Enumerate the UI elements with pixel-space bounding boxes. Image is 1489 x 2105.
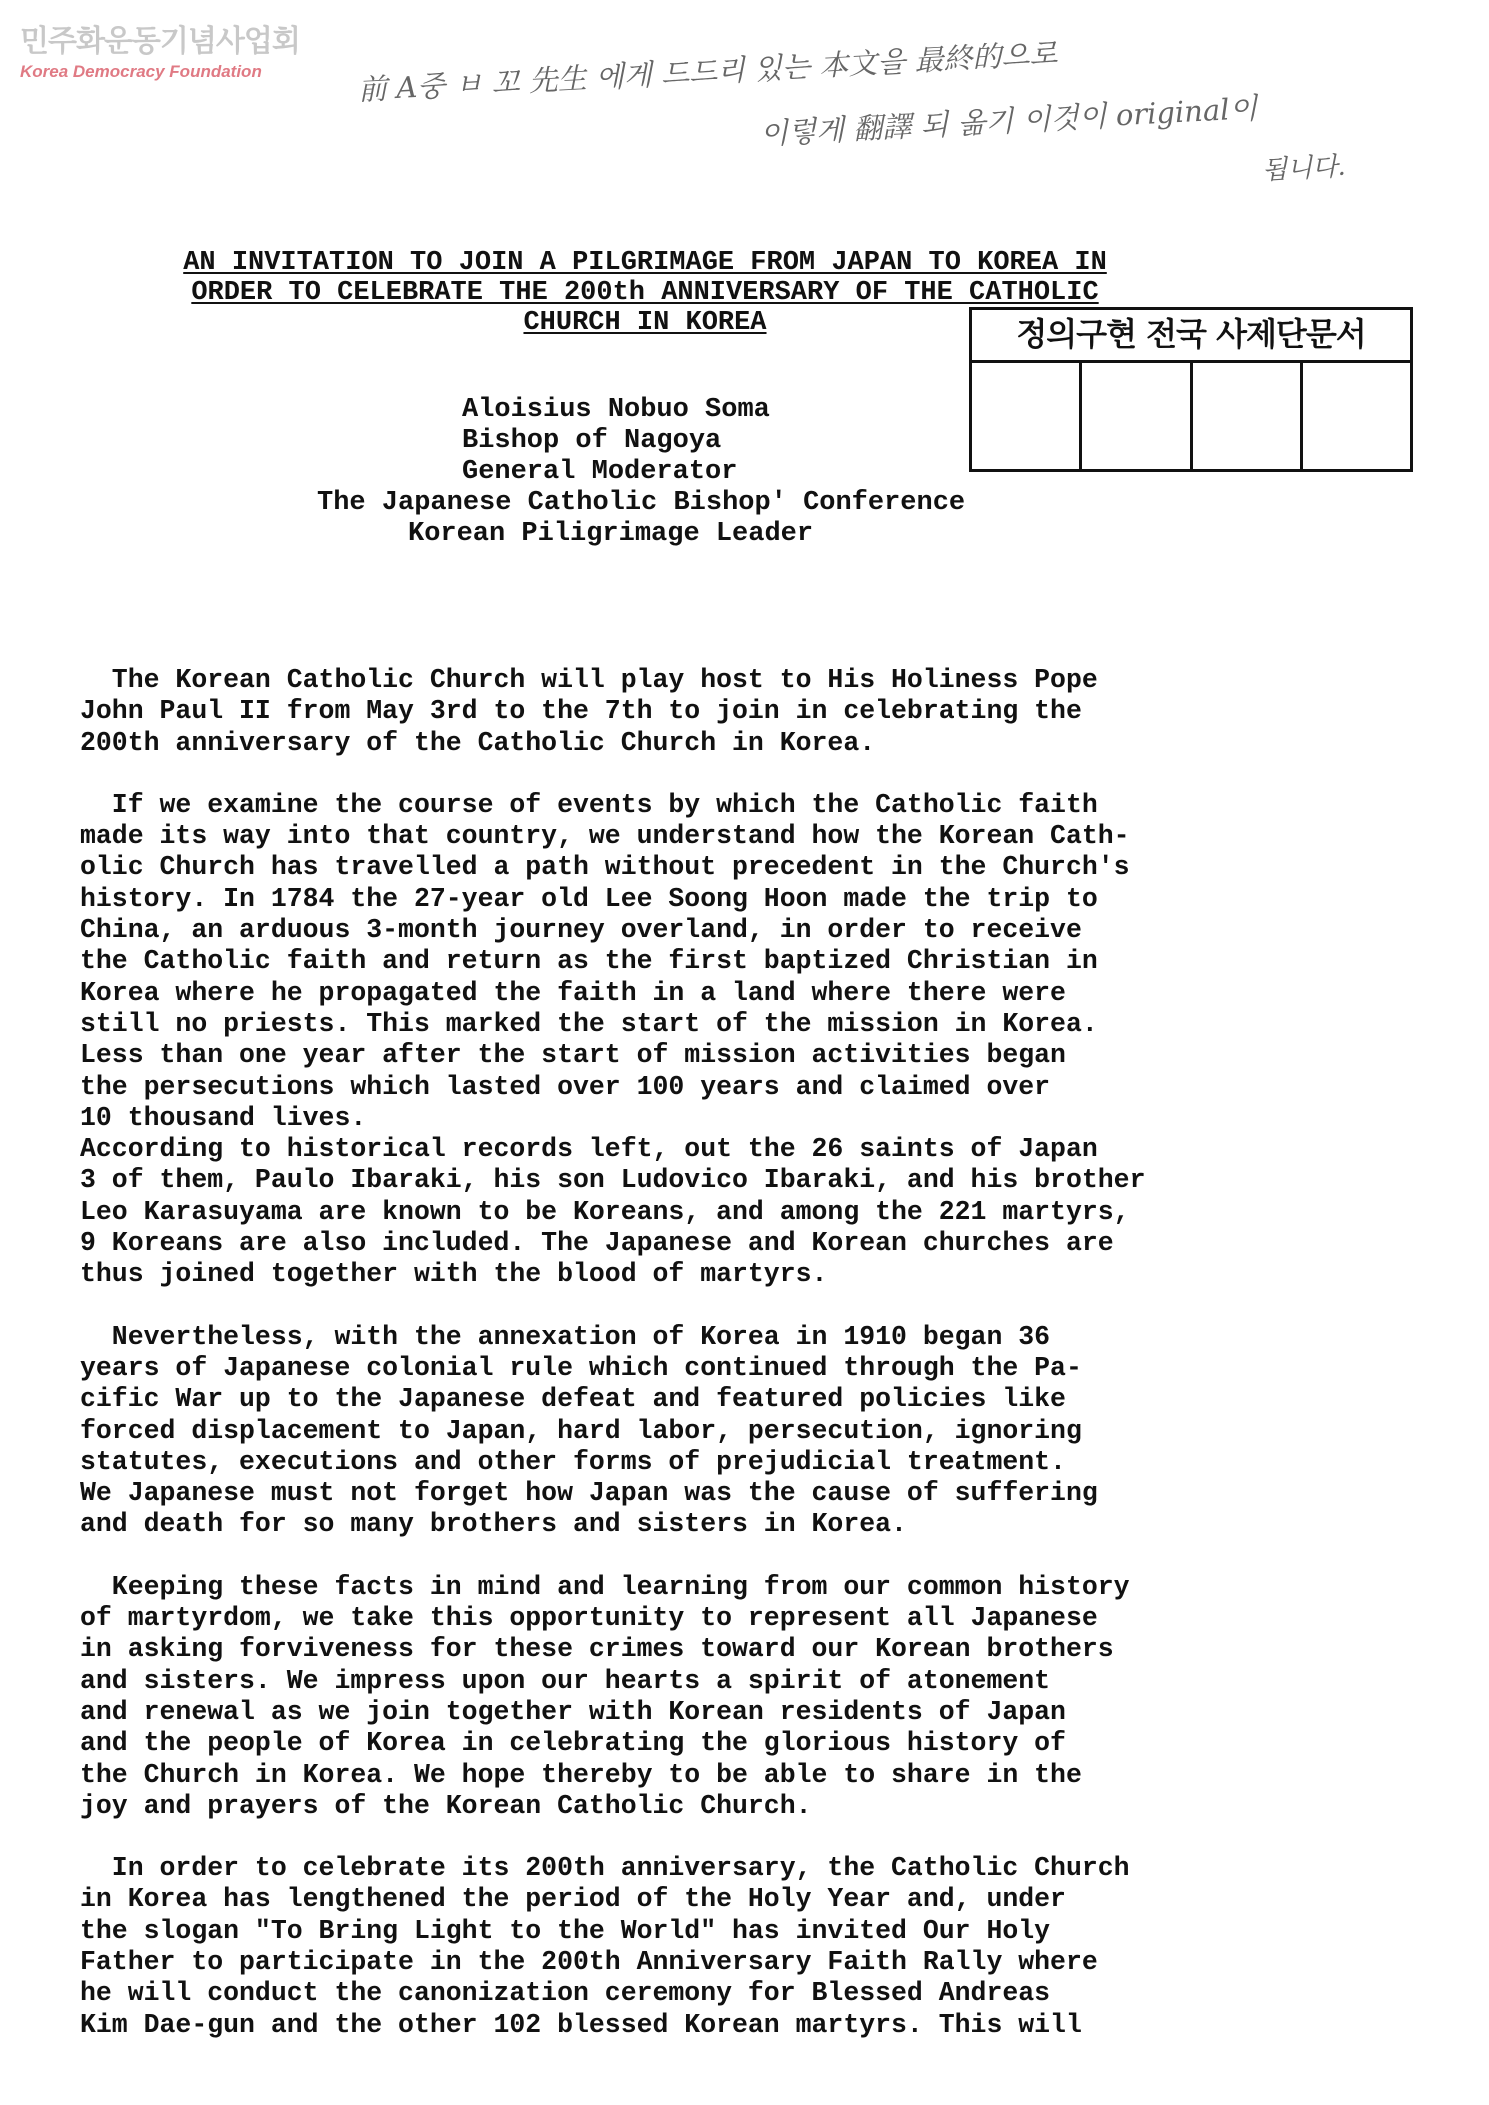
paragraph-line: the Catholic faith and return as the first baptized Christian in <box>80 946 1098 977</box>
paragraph-line: history. In 1784 the 27-year old Lee Soong Hoon made the trip to <box>80 883 1098 914</box>
paragraph-line: The Korean Catholic Church will play host to His Holiness Pope <box>80 665 1098 695</box>
author-title: The Japanese Catholic Bishop' Conference <box>317 488 966 518</box>
paragraph-line: If we examine the course of events by which the Catholic faith <box>80 789 1098 820</box>
paragraph-line: forced displacement to Japan, hard labor, persecution, ignoring <box>80 1415 1082 1446</box>
foundation-logo <box>20 22 320 82</box>
paragraph-line: 200th anniversary of the Catholic Church in Korea. <box>80 727 876 758</box>
paragraph <box>80 790 1320 1291</box>
paragraph <box>80 1853 1320 2041</box>
paragraph-line: and the people of Korea in celebrating the glorious history of <box>80 1728 1066 1759</box>
stamp-cell <box>1303 363 1410 469</box>
paragraph-line: Father to participate in the 200th Anniversary Faith Rally where <box>80 1946 1098 1977</box>
paragraph-line: and sisters. We impress upon our hearts a spirit of atonement <box>80 1665 1051 1696</box>
title-line: AN INVITATION TO JOIN A PILGRIMAGE FROM JAPAN TO KOREA IN <box>183 248 1107 278</box>
author-title: Korean Piligrimage Leader <box>408 519 814 549</box>
paragraph-line: Kim Dae-gun and the other 102 blessed Korean martyrs. This will <box>80 2009 1082 2040</box>
paragraph-line: the slogan "To Bring Light to the World" has invited Our Holy <box>80 1915 1051 1946</box>
paragraph-line: of martyrdom, we take this opportunity to represent all Japanese <box>80 1603 1098 1634</box>
paragraph-line: years of Japanese colonial rule which continued through the Pa- <box>80 1352 1082 1383</box>
paragraph <box>80 1322 1320 1541</box>
paragraph <box>80 665 1320 759</box>
paragraph-line: John Paul II from May 3rd to the 7th to join in celebrating the <box>80 696 1082 727</box>
letter-body <box>80 665 1320 2072</box>
paragraph-line: We Japanese must not forget how Japan was the cause of suffering <box>80 1478 1098 1509</box>
paragraph-line: the persecutions which lasted over 100 years and claimed over <box>80 1071 1051 1102</box>
paragraph-line: Korea where he propagated the faith in a land where there were <box>80 977 1066 1008</box>
stamp-label: 정의구현 전국 사제단문서 <box>972 310 1410 363</box>
paragraph-line: thus joined together with the blood of martyrs. <box>80 1259 828 1290</box>
paragraph-line: China, an arduous 3-month journey overland, in order to receive <box>80 915 1082 946</box>
paragraph-line: statutes, executions and other forms of prejudicial treatment. <box>80 1446 1066 1477</box>
paragraph <box>80 1572 1320 1822</box>
paragraph-line: joy and prayers of the Korean Catholic Church. <box>80 1790 812 1821</box>
stamp-cell <box>1193 363 1303 469</box>
paragraph-line: cific War up to the Japanese defeat and featured policies like <box>80 1384 1066 1415</box>
paragraph-line: and death for so many brothers and sisters in Korea. <box>80 1509 907 1540</box>
logo-english-text: Korea Democracy Foundation <box>20 62 262 81</box>
paragraph-line: Nevertheless, with the annexation of Korea in 1910 began 36 <box>80 1321 1051 1352</box>
paragraph-line: he will conduct the canonization ceremony for Blessed Andreas <box>80 1978 1051 2009</box>
paragraph-line: Less than one year after the start of mission activities began <box>80 1040 1066 1071</box>
paragraph-line: Keeping these facts in mind and learning from our common history <box>80 1571 1130 1602</box>
handwritten-note-line-2: 이렇게 翻譯 되 옮기 이것이 original이 <box>759 90 1259 151</box>
paragraph-line: According to historical records left, out the 26 saints of Japan <box>80 1134 1098 1165</box>
author-name: Aloisius Nobuo Soma <box>462 395 770 425</box>
handwritten-note-line-3: 됩니다. <box>1261 151 1347 186</box>
logo-korean-text: 민주화운동기념사업회 <box>20 24 300 59</box>
paragraph-line: olic Church has travelled a path without precedent in the Church's <box>80 852 1130 883</box>
paragraph-line: 3 of them, Paulo Ibaraki, his son Ludovico Ibaraki, and his brother <box>80 1165 1146 1196</box>
paragraph-line: in asking forviveness for these crimes toward our Korean brothers <box>80 1634 1114 1665</box>
paragraph-line: Leo Karasuyama are known to be Koreans, and among the 221 martyrs, <box>80 1196 1130 1227</box>
title-line: ORDER TO CELEBRATE THE 200th ANNIVERSARY OF THE CATHOLIC <box>191 278 1099 308</box>
author-title: General Moderator <box>462 457 738 487</box>
paragraph-line: In order to celebrate its 200th anniversary, the Catholic Church <box>80 1853 1130 1884</box>
author-block <box>300 395 1100 550</box>
paragraph-line: and renewal as we join together with Korean residents of Japan <box>80 1696 1066 1727</box>
paragraph-line: made its way into that country, we understand how the Korean Cath- <box>80 821 1130 852</box>
title-line: CHURCH IN KOREA <box>523 308 767 338</box>
paragraph-line: 9 Koreans are also included. The Japanese and Korean churches are <box>80 1228 1114 1259</box>
author-title: Bishop of Nagoya <box>462 426 722 456</box>
handwritten-note-line-1: 前 A중 ㅂ 꼬 先生 에게 드드리 있는 本文을 最終的으로 <box>357 36 1059 107</box>
paragraph-line: 10 thousand lives. <box>80 1102 367 1133</box>
paragraph-line: still no priests. This marked the start of the mission in Korea. <box>80 1008 1098 1039</box>
paragraph-line: in Korea has lengthened the period of the Holy Year and, under <box>80 1884 1066 1915</box>
paragraph-line: the Church in Korea. We hope thereby to be able to share in the <box>80 1759 1082 1790</box>
